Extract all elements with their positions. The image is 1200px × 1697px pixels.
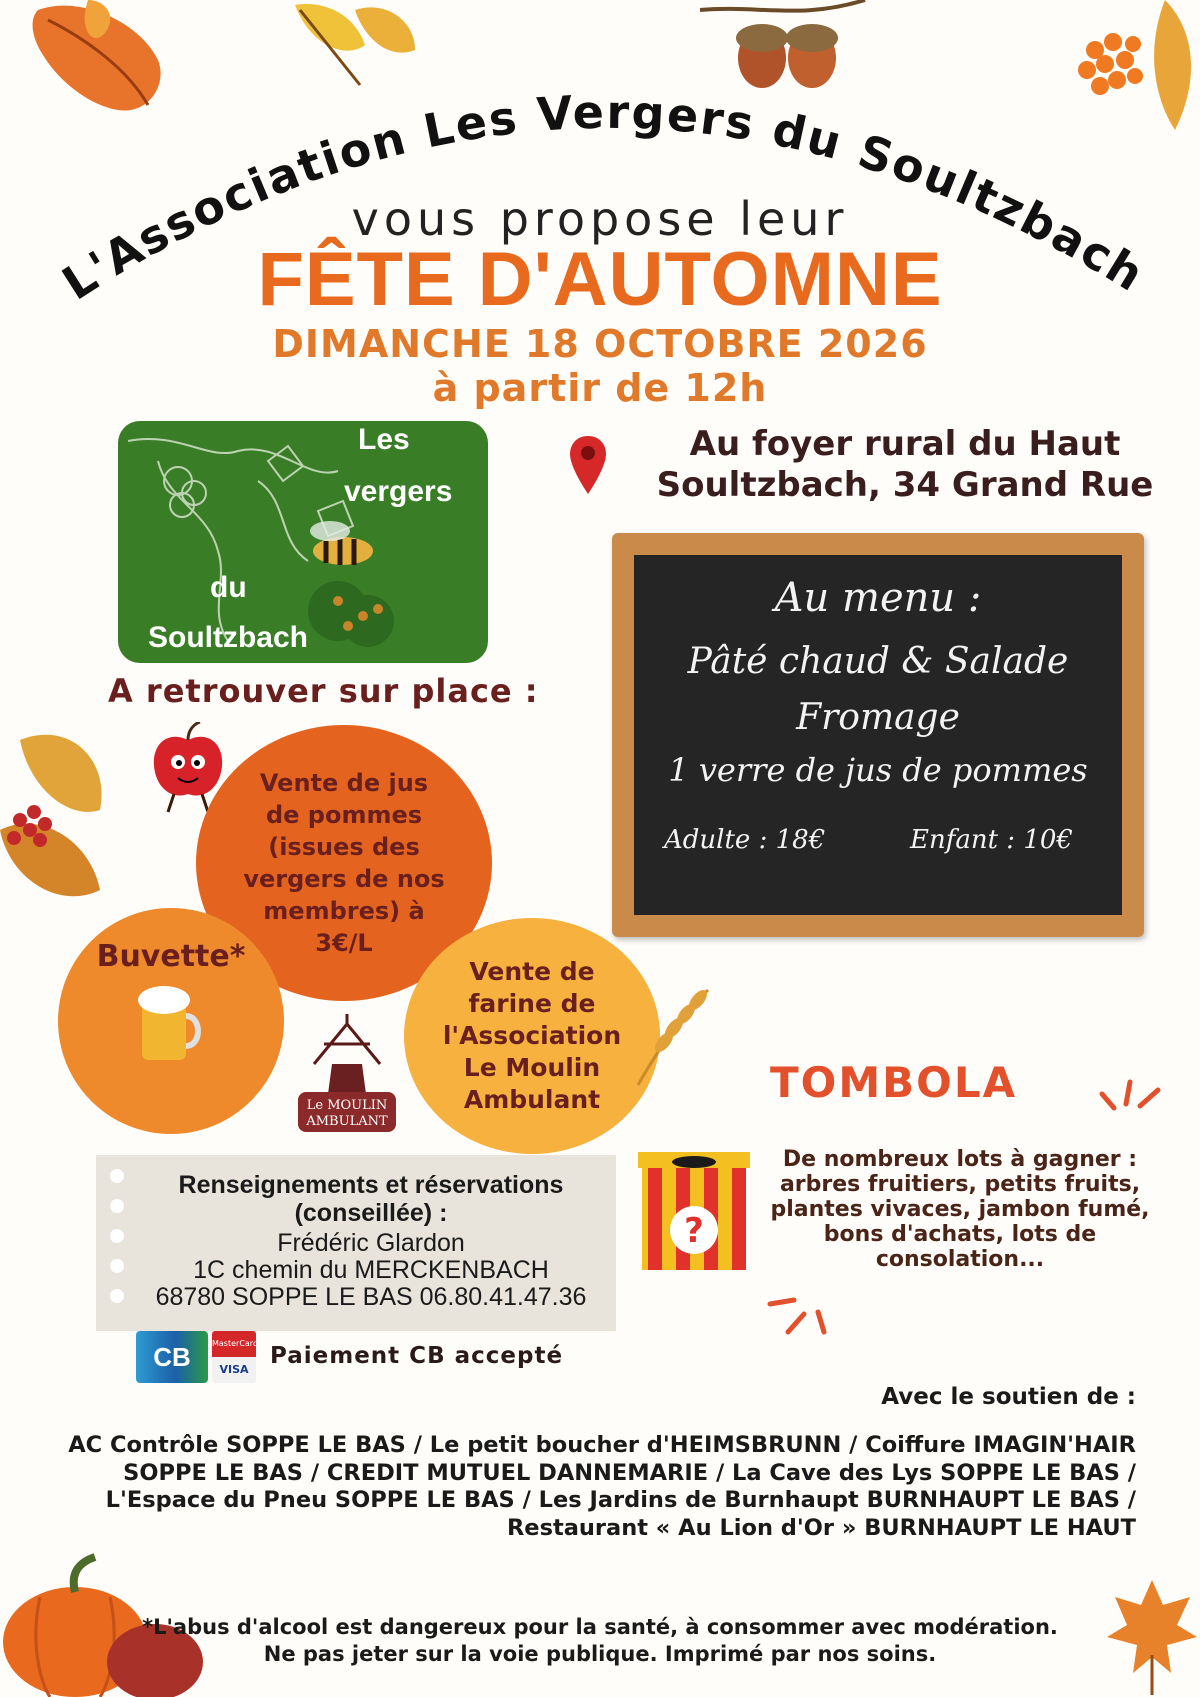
juice-line-4: vergers de nos (243, 865, 445, 893)
menu-heading: Au menu : (774, 575, 982, 621)
logo-line-les: Les (358, 423, 410, 456)
price-adult: Adulte : 18€ (664, 825, 826, 855)
cb-card-label: CB (153, 1342, 191, 1372)
payment-text: Paiement CB accepté (270, 1343, 564, 1369)
binder-hole (110, 1289, 124, 1303)
flour-line-3: l'Association (442, 1021, 622, 1050)
sparkle-lines-icon (1092, 1074, 1162, 1124)
event-location (645, 424, 1165, 506)
menu-chalkboard (612, 533, 1144, 937)
footer-line-2: Ne pas jeter sur la voie publique. Imprimé par nos soins. (263, 1642, 937, 1666)
logo-line-vergers: vergers (344, 475, 453, 508)
mastercard-visa-icon (212, 1331, 259, 1383)
cb-card-icon (136, 1331, 208, 1383)
mystery-box-icon (638, 1148, 750, 1274)
sponsor-line-2: SOPPE LE BAS / CREDIT MUTUEL DANNEMARIE / La Cave des Lys SOPPE LE BAS / (123, 1459, 1136, 1486)
info-title-2: (conseillée) : (294, 1199, 448, 1227)
location-line-1: Au foyer rural du Haut (689, 424, 1121, 464)
beer-mug-icon (136, 982, 206, 1064)
wheat-icon (628, 980, 718, 1090)
info-title-1: Renseignements et réservations (178, 1171, 564, 1199)
moulin-ambulant-logo (294, 1014, 400, 1138)
subtitle: vous propose leur (351, 192, 849, 246)
logo-line-du: du (210, 571, 247, 604)
binder-hole (110, 1199, 124, 1213)
left-leaves-berries-icon (0, 720, 120, 920)
tombola-line-3: plantes vivaces, jambon fumé, (770, 1197, 1150, 1222)
sponsor-line-4: Restaurant « Au Lion d'Or » BURNHAUPT LE HAUT (506, 1514, 1136, 1541)
sponsors-label: Avec le soutien de : (881, 1384, 1136, 1410)
flour-line-5: Ambulant (463, 1085, 601, 1114)
moulin-logo-line-1: Le MOULIN (306, 1098, 388, 1113)
location-line-2: Soultzbach, 34 Grand Rue (656, 465, 1154, 505)
tombola-line-4: bons d'achats, lots de (823, 1222, 1097, 1247)
menu-item-pate: Pâté chaud & Salade (687, 641, 1069, 682)
juice-line-2: de pommes (265, 801, 423, 829)
flour-sale-circle (404, 918, 660, 1154)
event-title: FÊTE D'AUTOMNE (257, 237, 943, 322)
on-site-heading: A retrouver sur place : (108, 672, 539, 710)
tombola-line-1: De nombreux lots à gagner : (782, 1147, 1138, 1172)
tombola-description (752, 1147, 1168, 1272)
price-child: Enfant : 10€ (910, 825, 1073, 855)
sponsor-line-3: L'Espace du Pneu SOPPE LE BAS / Les Jardins de Burnhaupt BURNHAUPT LE BAS / (105, 1487, 1136, 1513)
binder-hole (110, 1169, 124, 1183)
menu-item-jus: 1 verre de jus de pommes (668, 751, 1088, 789)
info-address-1: 1C chemin du MERCKENBACH (193, 1256, 549, 1284)
juice-line-1: Vente de jus (259, 769, 429, 797)
binder-hole (110, 1229, 124, 1243)
buvette-label: Buvette* (96, 938, 246, 974)
mastercard-label: MasterCard (212, 1331, 256, 1357)
tombola-line-2: arbres fruitiers, petits fruits, (779, 1172, 1141, 1197)
menu-item-fromage: Fromage (796, 697, 960, 738)
moulin-logo-line-2: AMBULANT (306, 1114, 388, 1129)
flour-line-1: Vente de (469, 957, 595, 986)
sparkle-lines-icon (764, 1292, 854, 1342)
flour-line-2: farine de (468, 989, 596, 1018)
association-name: L'Association Les Vergers du Soultzbach (52, 84, 1155, 311)
buvette-circle (58, 908, 284, 1134)
sponsor-line-1: AC Contrôle SOPPE LE BAS / Le petit boucher d'HEIMSBRUNN / Coiffure IMAGIN'HAIR (68, 1432, 1136, 1458)
info-address-2: 68780 SOPPE LE BAS 06.80.41.47.36 (155, 1283, 587, 1311)
info-name: Frédéric Glardon (277, 1229, 465, 1257)
visa-label: VISA (212, 1357, 256, 1383)
event-time: à partir de 12h (432, 366, 768, 410)
tombola-line-5: consolation... (875, 1247, 1045, 1272)
location-pin-icon (568, 434, 608, 498)
flour-line-4: Le Moulin (463, 1053, 601, 1082)
event-date: DIMANCHE 18 OCTOBRE 2026 (272, 322, 928, 366)
footer-line-1: *L'abus d'alcool est dangereux pour la santé, à consommer avec modération. (142, 1615, 1058, 1639)
mystery-box-symbol: ? (684, 1211, 704, 1251)
sponsors-list (60, 1432, 1136, 1542)
legal-footer (0, 1614, 1200, 1668)
juice-line-3: (issues des (268, 833, 420, 861)
tombola-title: TOMBOLA (770, 1058, 1018, 1107)
juice-line-5: membres) à (263, 897, 425, 925)
vergers-logo (118, 421, 488, 663)
logo-line-soultzbach: Soultzbach (148, 621, 309, 654)
juice-line-6: 3€/L (315, 929, 373, 957)
binder-hole (110, 1259, 124, 1273)
contact-info-box (96, 1155, 616, 1331)
